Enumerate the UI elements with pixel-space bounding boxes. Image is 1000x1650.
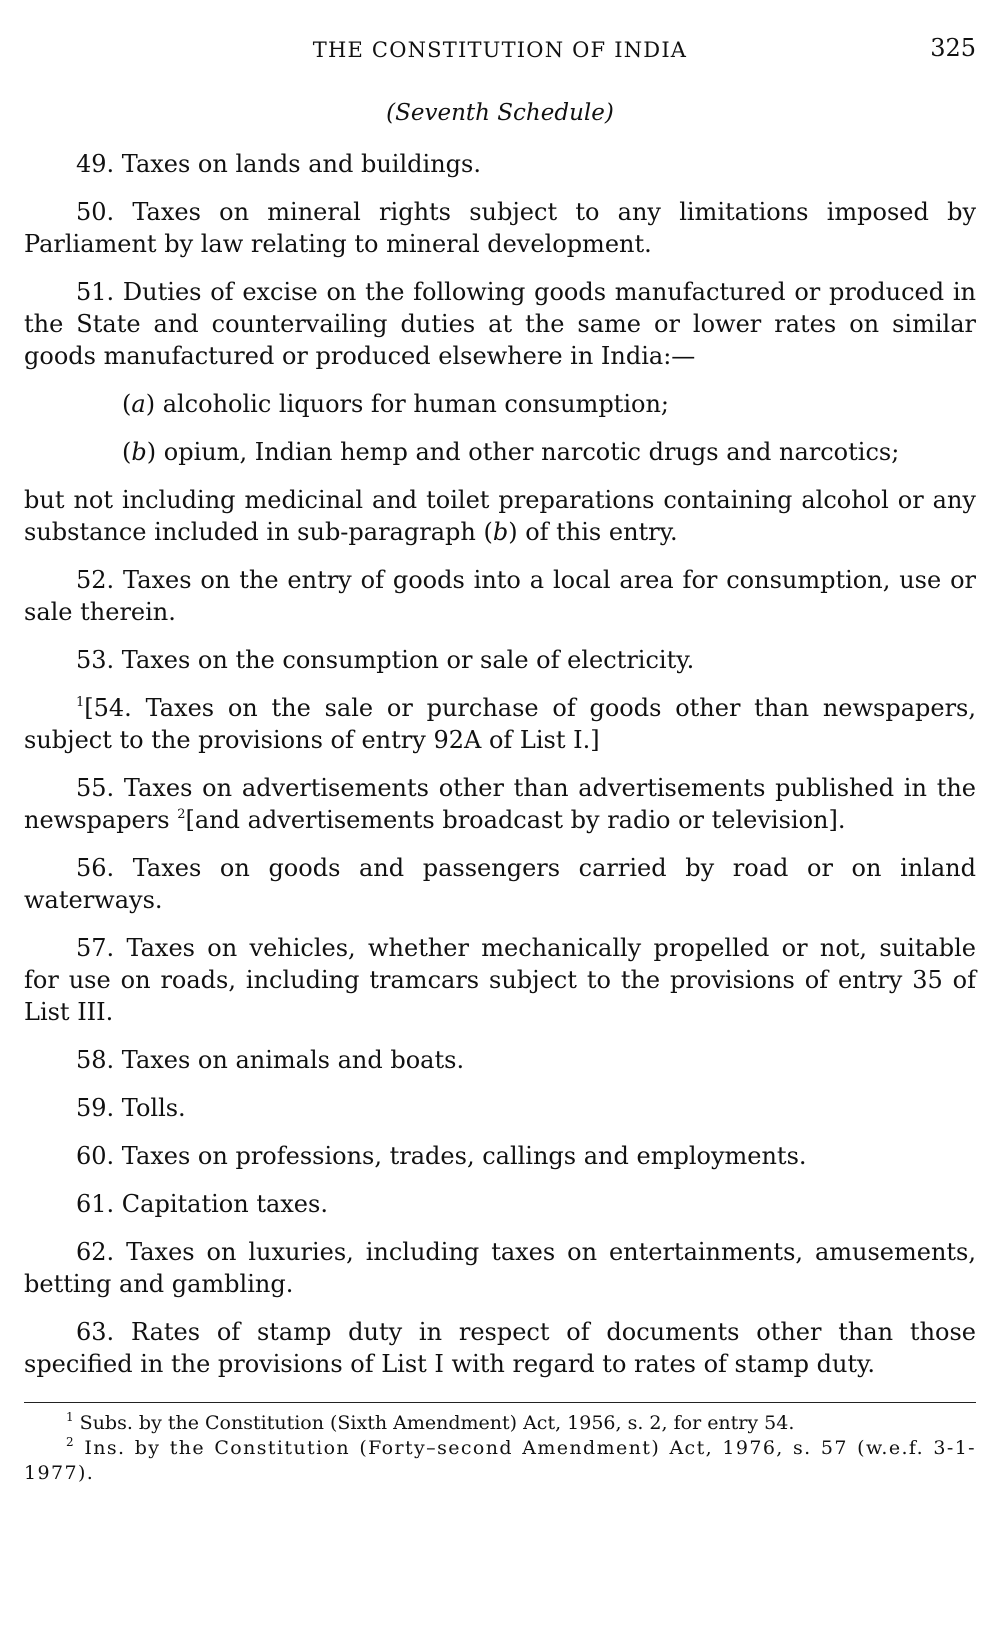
entry-57: 57. Taxes on vehicles, whether mechanically propelled or not, suitable for use on roads, including tramcars subject to the provisions of entry 35 of List III. bbox=[24, 934, 976, 1026]
footnote-ref-2: 2 bbox=[177, 807, 186, 822]
entry-51-clause-b: (b) opium, Indian hemp and other narcotic drugs and narcotics; bbox=[122, 438, 900, 466]
footnote-2-marker: 2 bbox=[66, 1435, 76, 1449]
entry-53: 53. Taxes on the consumption or sale of electricity. bbox=[76, 646, 695, 674]
entry-49: 49. Taxes on lands and buildings. bbox=[76, 150, 481, 178]
entry-51-tail-marker: b bbox=[492, 518, 509, 546]
entry-51-tail bbox=[24, 484, 976, 548]
footnotes bbox=[24, 1411, 976, 1486]
clause-b-marker: b bbox=[131, 438, 147, 466]
entry-55 bbox=[24, 772, 976, 836]
list-entries bbox=[24, 148, 976, 1380]
entry-50: 50. Taxes on mineral rights subject to any limitations imposed by Parliament by law relating to mineral development. bbox=[24, 198, 976, 258]
clause-a-marker: a bbox=[131, 390, 146, 418]
entry-54 bbox=[24, 692, 976, 756]
entry-60: 60. Taxes on professions, trades, callings and employments. bbox=[76, 1142, 807, 1170]
entry-52: 52. Taxes on the entry of goods into a local area for consumption, use or sale therein. bbox=[24, 566, 976, 626]
entry-61: 61. Capitation taxes. bbox=[76, 1190, 328, 1218]
entry-51-clause-a: (a) alcoholic liquors for human consumption; bbox=[122, 390, 669, 418]
entry-59: 59. Tolls. bbox=[76, 1094, 186, 1122]
section-title: (Seventh Schedule) bbox=[386, 100, 614, 126]
footnote-2-text: Ins. by the Constitution (Forty–second Amendment) Act, 1976, s. 57 (w.e.f. 3-1-1977). bbox=[24, 1437, 976, 1484]
page-header bbox=[24, 34, 976, 74]
entry-51: 51. Duties of excise on the following goods manufactured or produced in the State and countervailing duties at the same or lower rates on similar goods manufactured or produced elsewhere in India:— bbox=[24, 278, 976, 370]
footnote-divider bbox=[24, 1402, 976, 1403]
entry-58: 58. Taxes on animals and boats. bbox=[76, 1046, 465, 1074]
running-title: THE CONSTITUTION OF INDIA bbox=[312, 38, 688, 62]
entry-55-text-2: [and advertisements broadcast by radio or television]. bbox=[185, 806, 846, 834]
entry-63: 63. Rates of stamp duty in respect of documents other than those specified in the provisions of List I with regard to rates of stamp duty. bbox=[24, 1318, 976, 1378]
clause-b-text: opium, Indian hemp and other narcotic drugs and narcotics; bbox=[156, 438, 900, 466]
entry-54-text: [54. Taxes on the sale or purchase of goods other than newspapers, subject to the provisions of entry 92A of List I.] bbox=[24, 694, 976, 754]
page-number: 325 bbox=[930, 34, 976, 62]
entry-55-text-1: 55. Taxes on advertisements other than advertisements published in the newspapers bbox=[24, 774, 976, 834]
clause-a-text: alcoholic liquors for human consumption; bbox=[155, 390, 669, 418]
footnote-1-marker: 1 bbox=[66, 1410, 74, 1424]
footnote-ref-1: 1 bbox=[76, 695, 85, 710]
entry-62: 62. Taxes on luxuries, including taxes on entertainments, amusements, betting and gambling. bbox=[24, 1238, 976, 1298]
entry-51-tail-text-1: but not including medicinal and toilet preparations containing alcohol or any substance included in sub-paragraph ( bbox=[24, 486, 976, 546]
entry-56: 56. Taxes on goods and passengers carried by road or on inland waterways. bbox=[24, 854, 976, 914]
footnote-1 bbox=[24, 1411, 976, 1436]
footnote-2 bbox=[24, 1436, 976, 1486]
footnote-1-text: Subs. by the Constitution (Sixth Amendment) Act, 1956, s. 2, for entry 54. bbox=[73, 1412, 795, 1434]
entry-51-tail-text-2: ) of this entry. bbox=[508, 518, 678, 546]
